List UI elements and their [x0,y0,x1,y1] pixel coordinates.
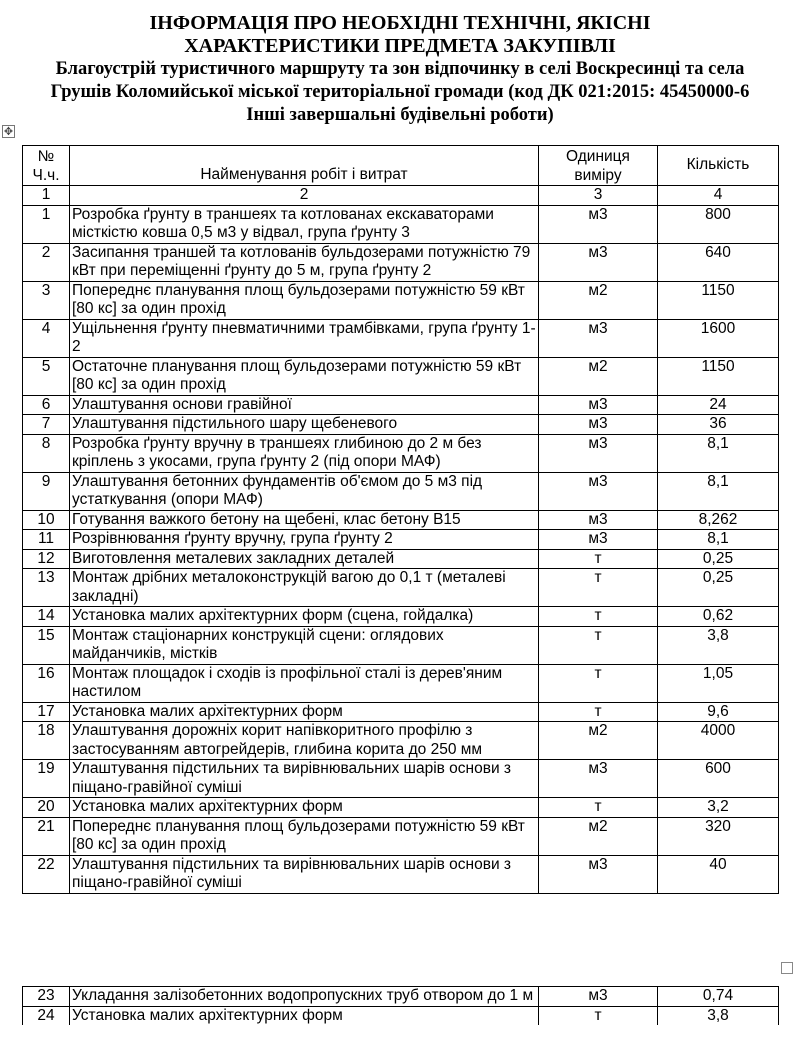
row-quantity: 8,1 [658,530,779,550]
row-work-name: Попереднє планування площ бульдозерами потужністю 59 кВт [80 кс] за один прохід [70,817,539,855]
table-resize-handle-icon[interactable] [781,962,793,974]
row-unit: м3 [539,987,658,1007]
row-quantity: 24 [658,395,779,415]
row-quantity: 4000 [658,722,779,760]
row-work-name: Установка малих архітектурних форм [70,798,539,818]
row-quantity: 0,25 [658,569,779,607]
row-unit: м2 [539,817,658,855]
row-quantity: 320 [658,817,779,855]
row-number: 11 [23,530,70,550]
heading-line-1: ІНФОРМАЦІЯ ПРО НЕОБХІДНІ ТЕХНІЧНІ, ЯКІСНІ [149,12,651,34]
row-quantity: 9,6 [658,702,779,722]
row-unit: м3 [539,472,658,510]
row-quantity: 8,1 [658,472,779,510]
header-quantity: Кількість [658,146,779,186]
table-row [23,530,779,550]
row-work-name: Улаштування підстильних та вирівнювальних шарів основи з піщано-гравійної суміші [70,760,539,798]
row-number: 22 [23,855,70,893]
row-unit: т [539,607,658,627]
row-quantity: 3,8 [658,626,779,664]
table-body-continued [23,987,779,1026]
row-work-name: Установка малих архітектурних форм (сцена, гойдалка) [70,607,539,627]
row-unit: м3 [539,855,658,893]
row-number: 10 [23,510,70,530]
row-number: 2 [23,243,70,281]
row-work-name: Улаштування основи гравійної [70,395,539,415]
row-quantity: 1150 [658,357,779,395]
row-unit: м2 [539,357,658,395]
row-work-name: Попереднє планування площ бульдозерами потужністю 59 кВт [80 кс] за один прохід [70,281,539,319]
row-quantity: 8,262 [658,510,779,530]
row-number: 17 [23,702,70,722]
table-row [23,281,779,319]
table-row [23,395,779,415]
table-row [23,855,779,893]
row-number: 18 [23,722,70,760]
row-quantity: 36 [658,415,779,435]
table-row [23,357,779,395]
table-row [23,817,779,855]
row-unit: м2 [539,722,658,760]
row-unit: т [539,1006,658,1025]
table-row [23,549,779,569]
table-row [23,702,779,722]
row-quantity: 3,2 [658,798,779,818]
row-number: 4 [23,319,70,357]
row-number: 6 [23,395,70,415]
row-quantity: 640 [658,243,779,281]
row-unit: т [539,549,658,569]
specification-table [22,145,779,894]
header-name: Найменування робіт і витрат [70,146,539,186]
row-number: 16 [23,664,70,702]
heading-line-4: Грушів Коломийської міської територіальної громади (код ДК 021:2015: 45450000-6 [50,82,750,102]
table-move-handle-icon[interactable]: ✥ [3,125,14,138]
row-number: 3 [23,281,70,319]
row-work-name: Монтаж площадок і сходів із профільної сталі із дерев'яним настилом [70,664,539,702]
row-number: 19 [23,760,70,798]
row-quantity: 1600 [658,319,779,357]
table-row [23,987,779,1007]
row-quantity: 0,74 [658,987,779,1007]
table-row [23,607,779,627]
document-heading [0,12,800,127]
column-number-cell: 3 [539,186,658,206]
row-work-name: Ущільнення ґрунту пневматичними трамбівками, група ґрунту 1-2 [70,319,539,357]
row-work-name: Готування важкого бетону на щебені, клас бетону В15 [70,510,539,530]
column-number-cell: 1 [23,186,70,206]
row-work-name: Розрівнювання ґрунту вручну, група ґрунту 2 [70,530,539,550]
row-number: 9 [23,472,70,510]
row-number: 21 [23,817,70,855]
row-work-name: Остаточне планування площ бульдозерами потужністю 59 кВт [80 кс] за один прохід [70,357,539,395]
row-work-name: Улаштування підстильного шару щебеневого [70,415,539,435]
table-row [23,415,779,435]
row-quantity: 0,25 [658,549,779,569]
table-row [23,434,779,472]
row-unit: м3 [539,395,658,415]
row-unit: м3 [539,530,658,550]
row-number: 14 [23,607,70,627]
heading-line-5: Інші завершальні будівельні роботи) [246,105,554,125]
row-quantity: 0,62 [658,607,779,627]
column-number-cell: 4 [658,186,779,206]
row-quantity: 1,05 [658,664,779,702]
row-unit: м3 [539,243,658,281]
row-unit: м3 [539,205,658,243]
row-number: 1 [23,205,70,243]
row-number: 23 [23,987,70,1007]
table-row [23,798,779,818]
row-unit: т [539,664,658,702]
table-row [23,510,779,530]
row-unit: м3 [539,319,658,357]
row-work-name: Розробка ґрунту вручну в траншеях глибиною до 2 м без кріплень з укосами, група ґрунту 2 (під опори МАФ) [70,434,539,472]
table-row [23,243,779,281]
table-row [23,1006,779,1025]
heading-line-3: Благоустрій туристичного маршруту та зон відпочинку в селі Воскресинці та села [55,59,745,79]
row-work-name: Монтаж дрібних металоконструкцій вагою до 0,1 т (металеві закладні) [70,569,539,607]
table-row [23,205,779,243]
row-unit: т [539,626,658,664]
row-quantity: 40 [658,855,779,893]
table-row [23,569,779,607]
header-number: № Ч.ч. [23,146,70,186]
row-work-name: Улаштування підстильних та вирівнювальних шарів основи з піщано-гравійної суміші [70,855,539,893]
row-number: 15 [23,626,70,664]
row-unit: м3 [539,415,658,435]
row-number: 13 [23,569,70,607]
row-quantity: 3,8 [658,1006,779,1025]
table-row [23,722,779,760]
row-quantity: 1150 [658,281,779,319]
row-unit: т [539,569,658,607]
row-work-name: Установка малих архітектурних форм [70,1006,539,1025]
table-header-row [23,146,779,186]
table-row [23,626,779,664]
row-number: 24 [23,1006,70,1025]
table-row [23,319,779,357]
row-quantity: 600 [658,760,779,798]
heading-line-2: ХАРАКТЕРИСТИКИ ПРЕДМЕТА ЗАКУПІВЛІ [184,35,616,57]
row-work-name: Установка малих архітектурних форм [70,702,539,722]
row-work-name: Розробка ґрунту в траншеях та котлованах екскаваторами місткістю ковша 0,5 м3 у відвал, група ґрунту 3 [70,205,539,243]
row-unit: т [539,798,658,818]
header-unit: Одиниця виміру [539,146,658,186]
row-unit: т [539,702,658,722]
row-work-name: Укладання залізобетонних водопропускних труб отвором до 1 м [70,987,539,1007]
column-number-row [23,186,779,206]
row-work-name: Засипання траншей та котлованів бульдозерами потужністю 79 кВт при переміщенні ґрунту до 5 м, група ґрунту 2 [70,243,539,281]
row-number: 5 [23,357,70,395]
row-work-name: Монтаж стаціонарних конструкцій сцени: оглядових майданчиків, містків [70,626,539,664]
table-row [23,760,779,798]
table-row [23,472,779,510]
row-quantity: 800 [658,205,779,243]
row-work-name: Виготовлення металевих закладних деталей [70,549,539,569]
row-number: 12 [23,549,70,569]
row-number: 7 [23,415,70,435]
row-number: 20 [23,798,70,818]
row-unit: м3 [539,510,658,530]
table-row [23,664,779,702]
row-number: 8 [23,434,70,472]
row-quantity: 8,1 [658,434,779,472]
row-work-name: Улаштування бетонних фундаментів об'ємом до 5 м3 під устаткування (опори МАФ) [70,472,539,510]
row-unit: м2 [539,281,658,319]
column-number-cell: 2 [70,186,539,206]
table-body [23,205,779,893]
row-unit: м3 [539,760,658,798]
specification-table-continued [22,986,779,1025]
row-work-name: Улаштування дорожніх корит напівкоритного профілю з застосуванням автогрейдерів, глибина корита до 250 мм [70,722,539,760]
row-unit: м3 [539,434,658,472]
